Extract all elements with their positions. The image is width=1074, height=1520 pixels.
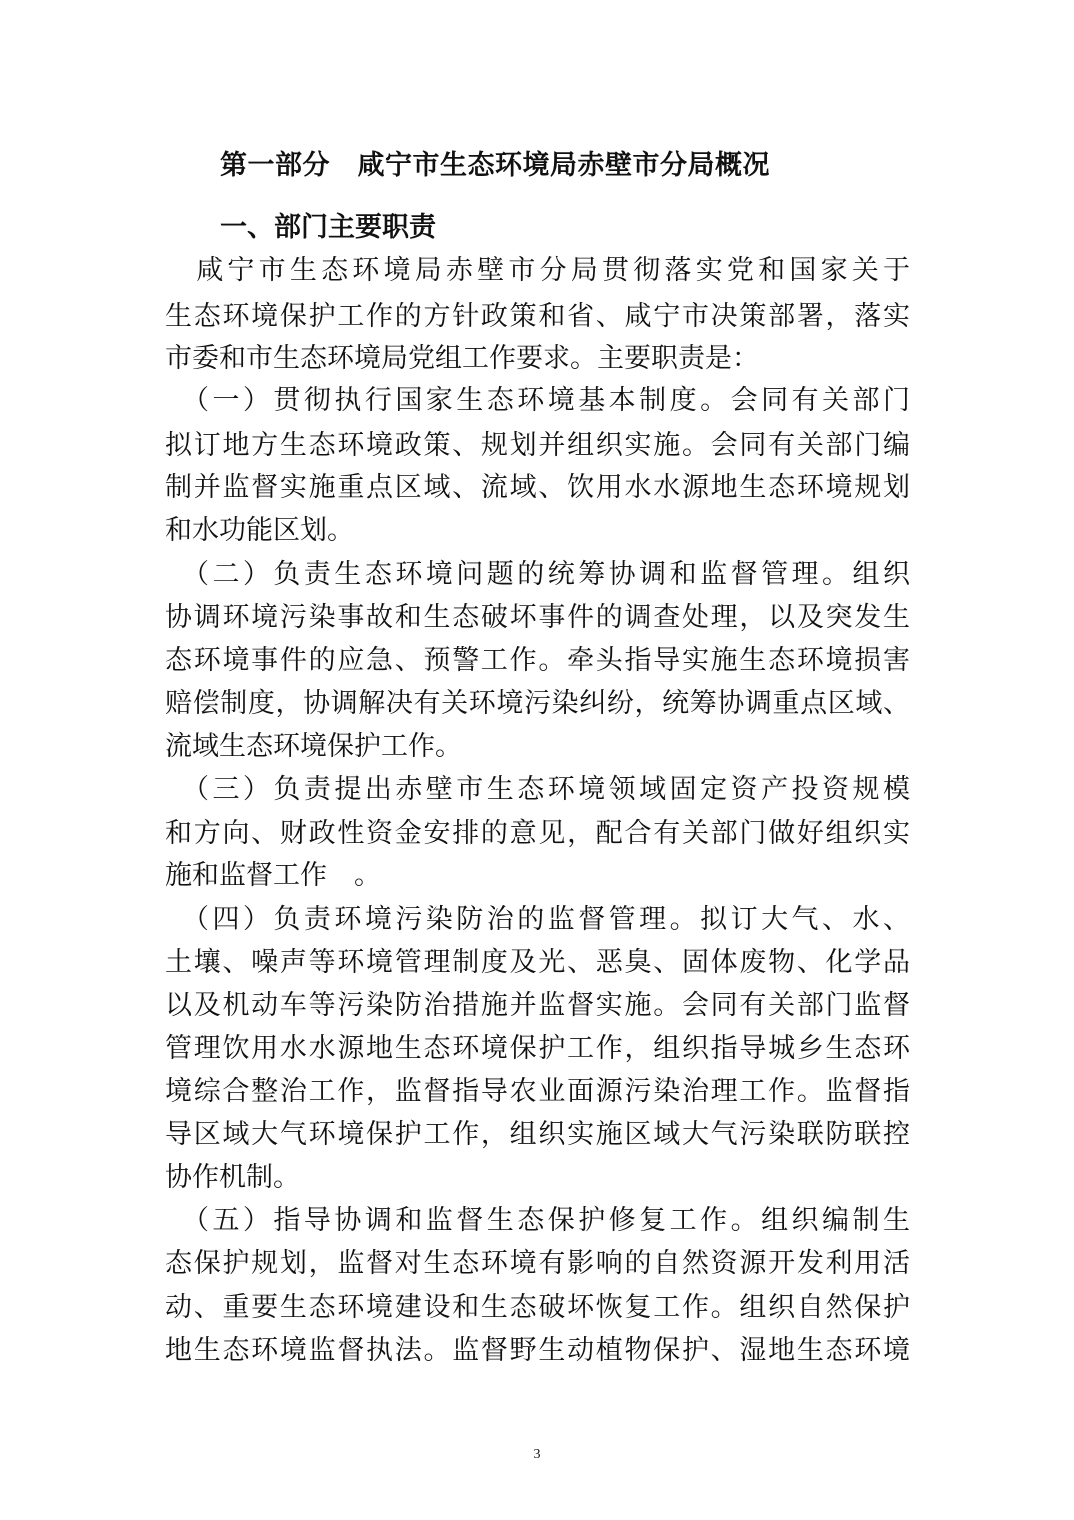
body-line: 协作机制。 — [165, 1162, 300, 1193]
body-line: 管理饮用水水源地生态环境保护工作，组织指导城乡生态环 — [165, 1033, 910, 1064]
body-line: 生态环境保护工作的方针政策和省、咸宁市决策部署，落实 — [165, 301, 910, 332]
body-line: 协调环境污染事故和生态破坏事件的调查处理，以及突发生 — [165, 602, 910, 633]
body-line: 土壤、噪声等环境管理制度及光、恶臭、固体废物、化学品 — [165, 947, 910, 978]
part-title: 第一部分 咸宁市生态环境局赤壁市分局概况 — [220, 150, 770, 181]
body-line: 导区域大气环境保护工作，组织实施区域大气污染联防联控 — [165, 1119, 910, 1150]
body-line: 态保护规划，监督对生态环境有影响的自然资源开发利用活 — [165, 1248, 910, 1279]
body-line: （五）指导协调和监督生态保护修复工作。组织编制生 — [165, 1205, 910, 1236]
body-line: 拟订地方生态环境政策、规划并组织实施。会同有关部门编 — [165, 430, 910, 461]
body-line: 制并监督实施重点区域、流域、饮用水水源地生态环境规划 — [165, 472, 910, 503]
body-line: 以及机动车等污染防治措施并监督实施。会同有关部门监督 — [165, 990, 910, 1021]
body-line: 地生态环境监督执法。监督野生动植物保护、湿地生态环境 — [165, 1335, 910, 1366]
body-line: 咸宁市生态环境局赤壁市分局贯彻落实党和国家关于 — [165, 255, 910, 286]
body-line: 境综合整治工作，监督指导农业面源污染治理工作。监督指 — [165, 1076, 910, 1107]
body-line: （二）负责生态环境问题的统筹协调和监督管理。组织 — [165, 559, 910, 590]
body-line: （三）负责提出赤壁市生态环境领域固定资产投资规模 — [165, 774, 910, 805]
body-line: 和水功能区划。 — [165, 515, 354, 546]
body-line: 和方向、财政性资金安排的意见，配合有关部门做好组织实 — [165, 818, 910, 849]
body-line: 态环境事件的应急、预警工作。牵头指导实施生态环境损害 — [165, 645, 910, 676]
body-line: （四）负责环境污染防治的监督管理。拟订大气、水、 — [165, 904, 910, 935]
body-line: 赔偿制度，协调解决有关环境污染纠纷，统筹协调重点区域、 — [165, 688, 910, 719]
section-title: 一、部门主要职责 — [220, 212, 436, 243]
body-line: 施和监督工作 。 — [165, 860, 381, 891]
page-number: 3 — [533, 1447, 541, 1462]
body-line: 市委和市生态环境局党组工作要求。主要职责是： — [165, 343, 759, 374]
body-line: （一）贯彻执行国家生态环境基本制度。会同有关部门 — [165, 385, 910, 416]
body-line: 流域生态环境保护工作。 — [165, 731, 462, 762]
body-line: 动、重要生态环境建设和生态破坏恢复工作。组织自然保护 — [165, 1292, 910, 1323]
